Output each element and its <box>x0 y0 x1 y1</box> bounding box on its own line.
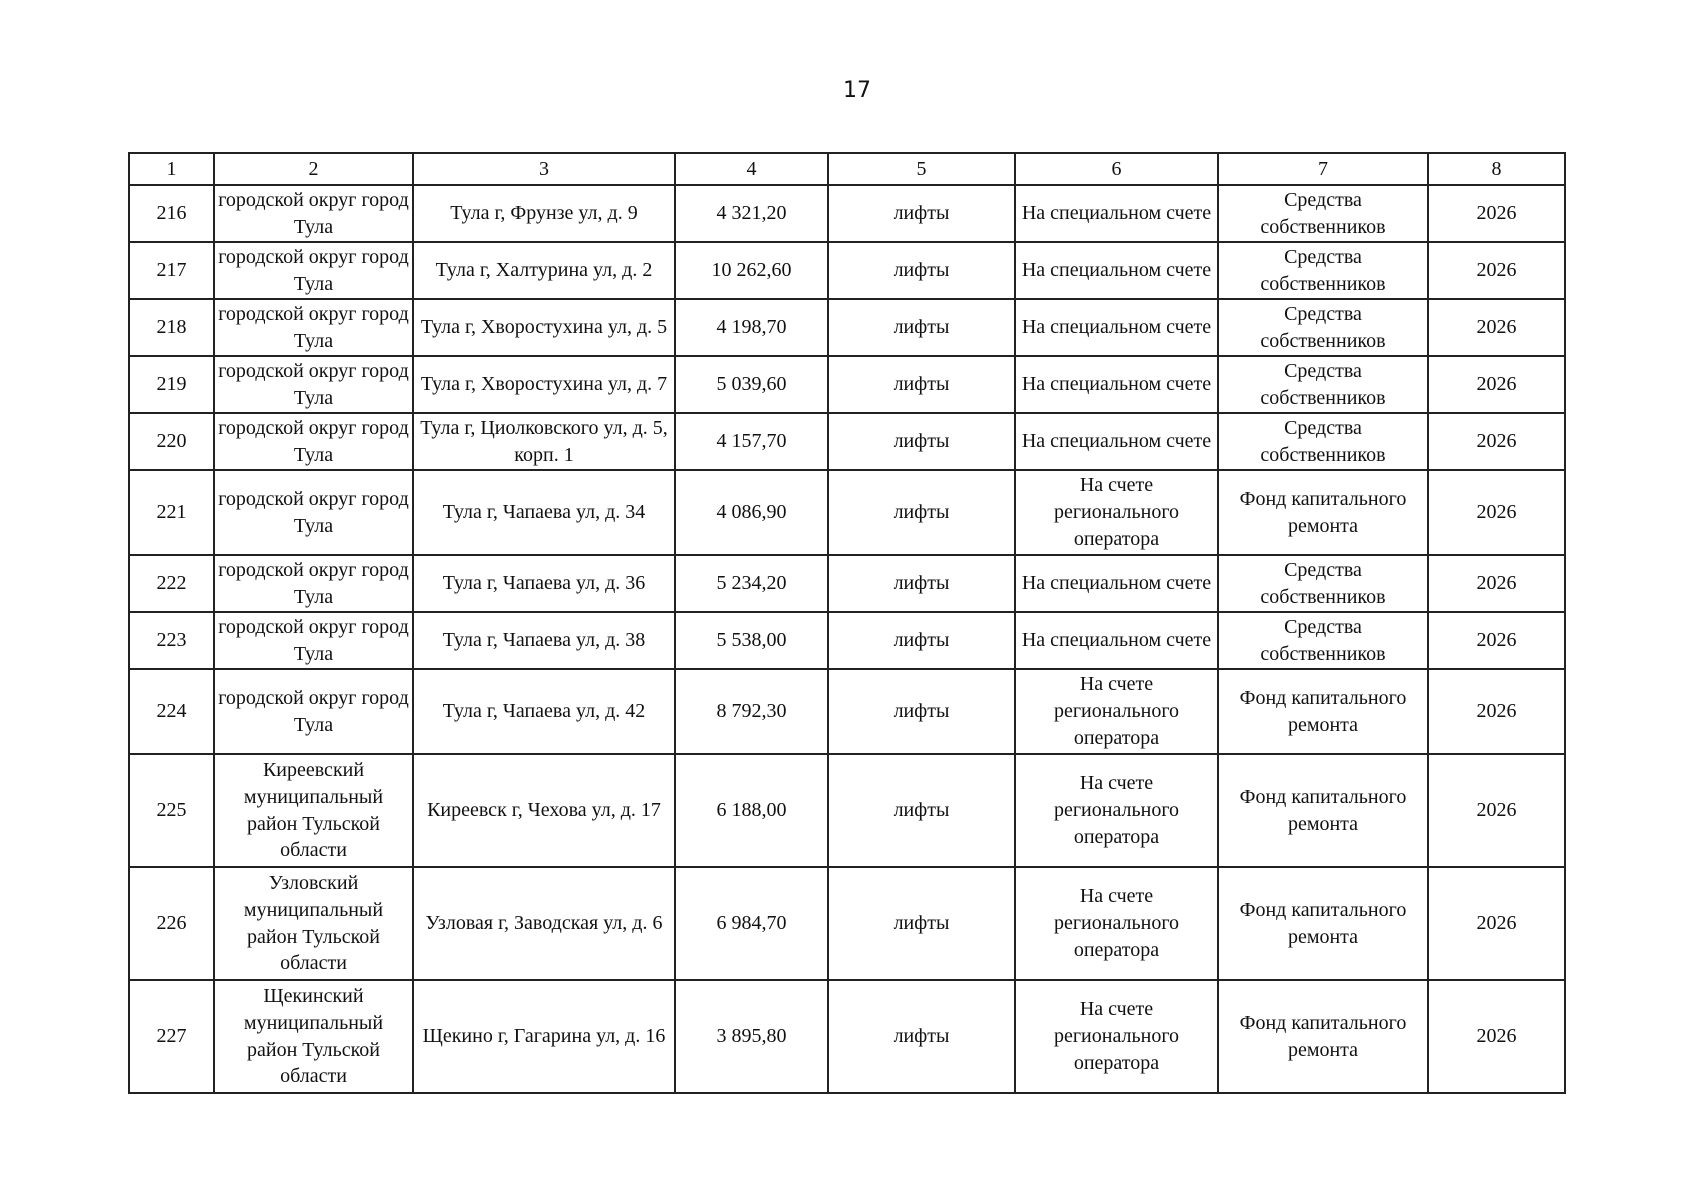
municipality-cell: городской округ город Тула <box>214 470 413 555</box>
table-row <box>129 867 1565 980</box>
row-number-cell: 224 <box>129 669 214 754</box>
year-cell: 2026 <box>1428 555 1565 612</box>
municipality-cell: городской округ город Тула <box>214 356 413 413</box>
row-number-cell: 225 <box>129 754 214 867</box>
area-cell: 6 188,00 <box>675 754 828 867</box>
work-type-cell: лифты <box>828 867 1015 980</box>
row-number-cell: 220 <box>129 413 214 470</box>
column-header: 5 <box>828 153 1015 185</box>
table-row <box>129 980 1565 1093</box>
column-header: 4 <box>675 153 828 185</box>
column-header: 8 <box>1428 153 1565 185</box>
table-row <box>129 185 1565 242</box>
municipality-cell: городской округ город Тула <box>214 242 413 299</box>
header-row <box>129 153 1565 185</box>
address-cell: Тула г, Хворостухина ул, д. 5 <box>413 299 675 356</box>
column-header: 6 <box>1015 153 1218 185</box>
page-number: 17 <box>843 78 871 103</box>
address-cell: Тула г, Чапаева ул, д. 36 <box>413 555 675 612</box>
work-type-cell: лифты <box>828 356 1015 413</box>
municipality-cell: Щекинский муниципальный район Тульской области <box>214 980 413 1093</box>
table-row <box>129 413 1565 470</box>
year-cell: 2026 <box>1428 867 1565 980</box>
funding-source-cell: Фонд капитального ремонта <box>1218 980 1428 1093</box>
repair-schedule-table <box>128 152 1566 1094</box>
funding-source-cell: Средства собственников <box>1218 413 1428 470</box>
area-cell: 4 086,90 <box>675 470 828 555</box>
table-row <box>129 612 1565 669</box>
area-cell: 4 198,70 <box>675 299 828 356</box>
municipality-cell: городской округ город Тула <box>214 612 413 669</box>
year-cell: 2026 <box>1428 356 1565 413</box>
row-number-cell: 221 <box>129 470 214 555</box>
year-cell: 2026 <box>1428 242 1565 299</box>
account-cell: На специальном счете <box>1015 299 1218 356</box>
area-cell: 5 039,60 <box>675 356 828 413</box>
row-number-cell: 217 <box>129 242 214 299</box>
year-cell: 2026 <box>1428 669 1565 754</box>
area-cell: 8 792,30 <box>675 669 828 754</box>
municipality-cell: Узловский муниципальный район Тульской области <box>214 867 413 980</box>
area-cell: 10 262,60 <box>675 242 828 299</box>
row-number-cell: 226 <box>129 867 214 980</box>
address-cell: Тула г, Чапаева ул, д. 42 <box>413 669 675 754</box>
account-cell: На счете регионального оператора <box>1015 754 1218 867</box>
funding-source-cell: Средства собственников <box>1218 555 1428 612</box>
account-cell: На специальном счете <box>1015 555 1218 612</box>
funding-source-cell: Средства собственников <box>1218 356 1428 413</box>
work-type-cell: лифты <box>828 299 1015 356</box>
year-cell: 2026 <box>1428 980 1565 1093</box>
row-number-cell: 227 <box>129 980 214 1093</box>
municipality-cell: городской округ город Тула <box>214 669 413 754</box>
work-type-cell: лифты <box>828 555 1015 612</box>
address-cell: Тула г, Фрунзе ул, д. 9 <box>413 185 675 242</box>
area-cell: 4 321,20 <box>675 185 828 242</box>
address-cell: Тула г, Циолковского ул, д. 5, корп. 1 <box>413 413 675 470</box>
address-cell: Узловая г, Заводская ул, д. 6 <box>413 867 675 980</box>
account-cell: На счете регионального оператора <box>1015 980 1218 1093</box>
row-number-cell: 216 <box>129 185 214 242</box>
address-cell: Тула г, Чапаева ул, д. 38 <box>413 612 675 669</box>
municipality-cell: городской округ город Тула <box>214 185 413 242</box>
funding-source-cell: Средства собственников <box>1218 185 1428 242</box>
column-header: 3 <box>413 153 675 185</box>
work-type-cell: лифты <box>828 185 1015 242</box>
address-cell: Тула г, Хворостухина ул, д. 7 <box>413 356 675 413</box>
account-cell: На специальном счете <box>1015 356 1218 413</box>
account-cell: На специальном счете <box>1015 242 1218 299</box>
table-row <box>129 669 1565 754</box>
area-cell: 5 234,20 <box>675 555 828 612</box>
work-type-cell: лифты <box>828 669 1015 754</box>
account-cell: На счете регионального оператора <box>1015 669 1218 754</box>
work-type-cell: лифты <box>828 470 1015 555</box>
work-type-cell: лифты <box>828 413 1015 470</box>
row-number-cell: 222 <box>129 555 214 612</box>
year-cell: 2026 <box>1428 413 1565 470</box>
funding-source-cell: Фонд капитального ремонта <box>1218 754 1428 867</box>
year-cell: 2026 <box>1428 299 1565 356</box>
municipality-cell: Киреевский муниципальный район Тульской области <box>214 754 413 867</box>
column-header: 2 <box>214 153 413 185</box>
funding-source-cell: Фонд капитального ремонта <box>1218 867 1428 980</box>
year-cell: 2026 <box>1428 185 1565 242</box>
row-number-cell: 218 <box>129 299 214 356</box>
work-type-cell: лифты <box>828 980 1015 1093</box>
area-cell: 6 984,70 <box>675 867 828 980</box>
area-cell: 4 157,70 <box>675 413 828 470</box>
municipality-cell: городской округ город Тула <box>214 299 413 356</box>
year-cell: 2026 <box>1428 754 1565 867</box>
table-row <box>129 356 1565 413</box>
funding-source-cell: Средства собственников <box>1218 612 1428 669</box>
address-cell: Тула г, Чапаева ул, д. 34 <box>413 470 675 555</box>
address-cell: Щекино г, Гагарина ул, д. 16 <box>413 980 675 1093</box>
table-row <box>129 754 1565 867</box>
work-type-cell: лифты <box>828 612 1015 669</box>
area-cell: 5 538,00 <box>675 612 828 669</box>
year-cell: 2026 <box>1428 612 1565 669</box>
column-header: 7 <box>1218 153 1428 185</box>
column-header: 1 <box>129 153 214 185</box>
address-cell: Тула г, Халтурина ул, д. 2 <box>413 242 675 299</box>
table-row <box>129 555 1565 612</box>
work-type-cell: лифты <box>828 754 1015 867</box>
funding-source-cell: Средства собственников <box>1218 242 1428 299</box>
municipality-cell: городской округ город Тула <box>214 413 413 470</box>
table-row <box>129 242 1565 299</box>
account-cell: На счете регионального оператора <box>1015 470 1218 555</box>
funding-source-cell: Фонд капитального ремонта <box>1218 470 1428 555</box>
year-cell: 2026 <box>1428 470 1565 555</box>
funding-source-cell: Фонд капитального ремонта <box>1218 669 1428 754</box>
account-cell: На специальном счете <box>1015 612 1218 669</box>
account-cell: На специальном счете <box>1015 185 1218 242</box>
account-cell: На счете регионального оператора <box>1015 867 1218 980</box>
row-number-cell: 219 <box>129 356 214 413</box>
address-cell: Киреевск г, Чехова ул, д. 17 <box>413 754 675 867</box>
work-type-cell: лифты <box>828 242 1015 299</box>
area-cell: 3 895,80 <box>675 980 828 1093</box>
row-number-cell: 223 <box>129 612 214 669</box>
table-row <box>129 470 1565 555</box>
municipality-cell: городской округ город Тула <box>214 555 413 612</box>
account-cell: На специальном счете <box>1015 413 1218 470</box>
funding-source-cell: Средства собственников <box>1218 299 1428 356</box>
table-row <box>129 299 1565 356</box>
